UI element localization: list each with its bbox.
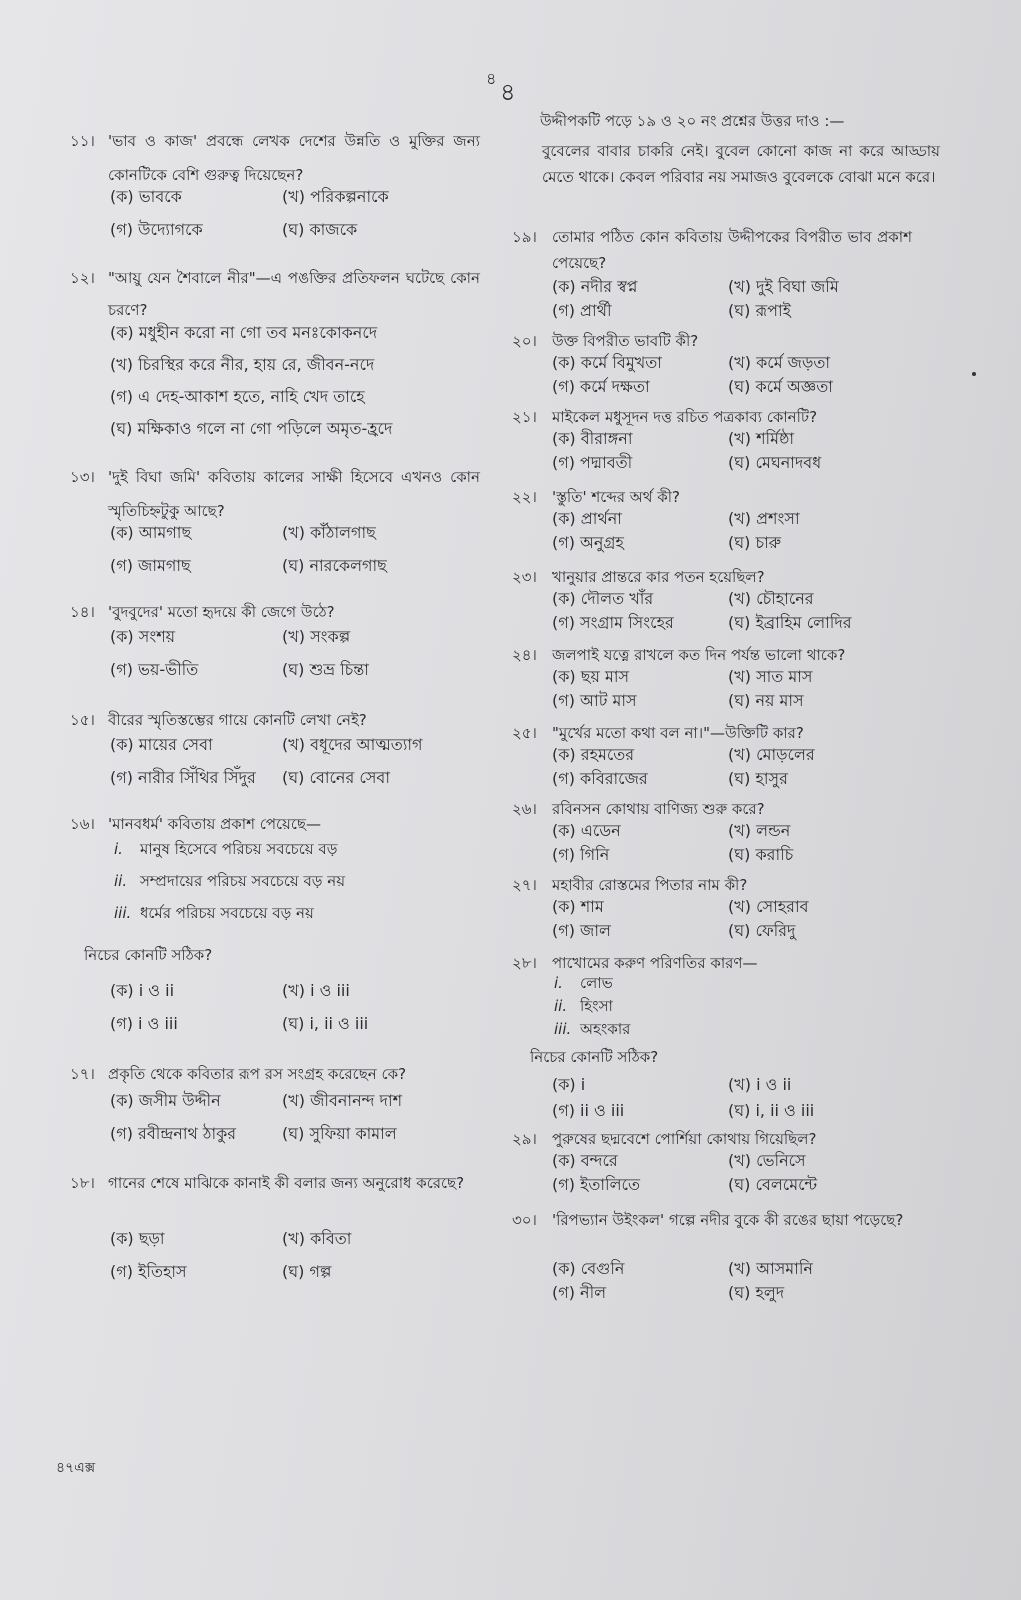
option-kha[interactable]: (খ) i ও iii <box>282 981 350 1000</box>
option-ga[interactable]: (গ) নারীর সিঁথির সিঁদুর <box>110 768 256 787</box>
option-ka[interactable]: (ক) আমগাছ <box>110 523 192 542</box>
question-15 <box>70 704 480 787</box>
option-kha[interactable]: (খ) সোহরাব <box>728 897 809 916</box>
option-kha[interactable]: (খ) জীবনানন্দ দাশ <box>282 1091 403 1110</box>
option-ka[interactable]: (ক) i <box>552 1075 586 1094</box>
question-stem <box>512 224 912 276</box>
option-ka[interactable]: (ক) রহমতের <box>552 745 635 764</box>
question-text: প্রকৃতি থেকে কবিতার রূপ রস সংগ্রহ করেছেন কে? <box>108 1065 407 1083</box>
question-stem <box>512 1206 922 1234</box>
option-gha[interactable]: (ঘ) ফেরিদু <box>728 921 796 940</box>
question-text: খানুয়ার প্রান্তরে কার পতন হয়েছিল? <box>552 568 765 586</box>
option-ga[interactable]: (গ) সংগ্রাম সিংহের <box>552 613 674 632</box>
option-ka[interactable]: (ক) দৌলত খাঁর <box>552 589 654 608</box>
option-gha[interactable]: (ঘ) করাচি <box>728 845 794 864</box>
statement-numeral: ii. <box>554 997 568 1015</box>
option-ka[interactable]: (ক) এডেন <box>552 821 621 840</box>
choice-prompt: নিচের কোনটি সঠিক? <box>84 946 213 964</box>
option-kha[interactable]: (খ) মোড়লের <box>728 745 815 764</box>
page-number-small: ৪ <box>486 69 497 88</box>
page-footer-code: ৪৭এক্স <box>56 1460 96 1476</box>
question-stem <box>70 460 480 528</box>
option-ga[interactable]: (গ) ইতিহাস <box>110 1262 187 1281</box>
option-ka[interactable]: (ক) ছড়া <box>110 1229 165 1248</box>
statement-1 <box>114 838 337 863</box>
option-ka[interactable]: (ক) প্রার্থনা <box>552 509 622 528</box>
option-ka[interactable]: (ক) বেগুনি <box>552 1259 625 1278</box>
option-kha[interactable]: (খ) কবিতা <box>282 1229 352 1248</box>
choice-prompt: নিচের কোনটি সঠিক? <box>530 1048 659 1066</box>
question-number: ২৯। <box>512 1130 537 1148</box>
question-number: ১৯। <box>512 228 537 246</box>
option-gha[interactable]: (ঘ) বোনের সেবা <box>282 768 390 787</box>
question-stem <box>70 262 480 326</box>
question-number: ২১। <box>512 408 537 426</box>
question-number: ১৬। <box>70 815 95 833</box>
option-ka[interactable]: (ক) জসীম উদ্দীন <box>110 1091 221 1110</box>
option-kha[interactable]: (খ) দুই বিঘা জমি <box>728 277 839 296</box>
statement-text: সম্প্রদায়ের পরিচয় সবচেয়ে বড় নয় <box>140 872 346 890</box>
option-kha[interactable]: (খ) শর্মিষ্ঠা <box>728 429 795 448</box>
option-ka[interactable]: (ক) মায়ের সেবা <box>110 735 213 754</box>
statement-1 <box>554 972 613 997</box>
stimulus-text: বুবেলের বাবার চাকরি নেই। বুবেল কোনো কাজ না করে আড্ডায় মেতে থাকে। কেবল পরিবার নয় সমাজও বুবেলকে বোঝা মনে করে। <box>542 142 940 186</box>
question-13 <box>70 460 480 575</box>
question-number: ১৮। <box>70 1174 95 1192</box>
option-ga[interactable]: (গ) উদ্যোগকে <box>110 220 203 239</box>
question-number: ২৫। <box>512 724 537 742</box>
option-gha[interactable]: (ঘ) i, ii ও iii <box>282 1014 369 1033</box>
option-ka[interactable]: (ক) শাম <box>552 897 604 916</box>
question-19 <box>512 224 912 320</box>
question-text: তোমার পঠিত কোন কবিতায় উদ্দীপকের বিপরীত ভাব প্রকাশ পেয়েছে? <box>552 228 912 272</box>
question-text: 'ভাব ও কাজ' প্রবন্ধে লেখক দেশের উন্নতি ও মুক্তির জন্য কোনটিকে বেশি গুরুত্ব দিয়েছেন? <box>108 132 480 184</box>
question-16 <box>70 808 480 1033</box>
question-number: ২০। <box>512 332 537 350</box>
option-ga[interactable]: (গ) অনুগ্রহ <box>552 533 624 552</box>
statement-2 <box>114 870 345 895</box>
option-ka[interactable]: (ক) কর্মে বিমুখতা <box>552 353 662 372</box>
question-26 <box>512 796 912 864</box>
question-text: রবিনসন কোথায় বাণিজ্য শুরু করে? <box>552 800 765 818</box>
option-gha[interactable]: (ঘ) বেলমেন্টে <box>728 1175 818 1194</box>
option-gha[interactable]: (ঘ) রূপাই <box>728 301 791 320</box>
question-number: ২৮। <box>512 954 537 972</box>
option-gha[interactable]: (ঘ) হলুদ <box>728 1283 785 1302</box>
statement-3 <box>554 1018 630 1043</box>
option-ka[interactable]: (ক) i ও ii <box>110 981 175 1000</box>
question-text: মাইকেল মধুসূদন দত্ত রচিত পত্রকাব্য কোনটি? <box>552 408 818 426</box>
question-number: ২২। <box>512 488 537 506</box>
question-25 <box>512 720 912 788</box>
option-kha[interactable]: (খ) আসমানি <box>728 1259 813 1278</box>
option-ga[interactable]: (গ) রবীন্দ্রনাথ ঠাকুর <box>110 1124 237 1143</box>
option-ga[interactable]: (গ) ইতালিতে <box>552 1175 640 1194</box>
option-kha[interactable]: (খ) চৌহানের <box>728 589 814 608</box>
question-text: বীরের স্মৃতিস্তম্ভের গায়ে কোনটি লেখা নেই? <box>108 711 367 729</box>
option-ka[interactable]: (ক) ভাবকে <box>110 187 182 206</box>
question-14 <box>70 596 480 679</box>
question-text: উক্ত বিপরীত ভাবটি কী? <box>552 332 699 350</box>
question-12 <box>70 262 480 438</box>
option-gha[interactable]: (ঘ) কাজকে <box>282 220 358 239</box>
option-gha[interactable]: (ঘ) কর্মে অজ্ঞতা <box>728 377 833 396</box>
option-gha[interactable]: (ঘ) চারু <box>728 533 782 552</box>
option-gha[interactable]: (ঘ) সুফিয়া কামাল <box>282 1124 397 1143</box>
option-ga[interactable]: (গ) গিনি <box>552 845 610 864</box>
statement-3 <box>114 902 314 927</box>
option-kha[interactable]: (খ) বধূদের আত্মত্যাগ <box>282 735 423 754</box>
option-ga[interactable]: (গ) কবিরাজের <box>552 769 648 788</box>
option-ka[interactable]: (ক) নদীর স্বপ্ন <box>552 277 638 296</box>
question-number: ১৪। <box>70 603 95 621</box>
statement-numeral: i. <box>114 840 123 858</box>
option-kha[interactable]: (খ) কর্মে জড়তা <box>728 353 831 372</box>
question-text: জলপাই যত্নে রাখলে কত দিন পর্যন্ত ভালো থাকে? <box>552 646 846 664</box>
statement-numeral: i. <box>554 974 563 992</box>
question-number: ২৪। <box>512 646 537 664</box>
question-number: ১৫। <box>70 711 95 729</box>
option-kha[interactable]: (খ) কাঁঠালগাছ <box>282 523 376 542</box>
question-text: 'স্তুতি' শব্দের অর্থ কী? <box>552 488 681 506</box>
statement-text: হিংসা <box>580 997 613 1015</box>
question-18 <box>70 1166 480 1281</box>
question-17 <box>70 1058 480 1143</box>
question-stem <box>70 808 480 840</box>
question-stem <box>70 124 480 192</box>
option-kha[interactable]: (খ) i ও ii <box>728 1075 792 1094</box>
question-24 <box>512 642 912 710</box>
question-number: ২৩। <box>512 568 537 586</box>
statement-numeral: iii. <box>554 1020 572 1038</box>
option-ga[interactable]: (গ) প্রার্থী <box>552 301 612 320</box>
question-20 <box>512 328 912 396</box>
statement-text: লোভ <box>580 974 613 992</box>
question-text: 'রিপভ্যান উইংকল' গল্পে নদীর বুকে কী রঙের ছায়া পড়েছে? <box>552 1211 904 1229</box>
question-number: ১৩। <box>70 468 95 486</box>
statement-text: ধর্মের পরিচয় সবচেয়ে বড় নয় <box>140 904 314 922</box>
question-23 <box>512 564 912 632</box>
option-gha[interactable]: (ঘ) শুভ্র চিন্তা <box>282 660 369 679</box>
option-kha[interactable]: (খ) প্রশংসা <box>728 509 800 528</box>
question-text: 'মানবধর্ম' কবিতায় প্রকাশ পেয়েছে— <box>108 815 322 833</box>
option-kha[interactable]: (খ) পরিকল্পনাকে <box>282 187 389 206</box>
statement-text: মানুষ হিসেবে পরিচয় সবচেয়ে বড় <box>140 840 338 858</box>
option-gha[interactable]: (ঘ) মক্ষিকাও গলে না গো পড়িলে অমৃত-হ্রদে <box>110 419 393 438</box>
option-ga[interactable]: (গ) আট মাস <box>552 691 637 710</box>
option-kha[interactable]: (খ) চিরস্থির করে নীর, হায় রে, জীবন-নদে <box>110 355 375 374</box>
statement-2 <box>554 995 613 1020</box>
question-stem <box>70 1058 480 1090</box>
option-ga[interactable]: (গ) i ও iii <box>110 1014 178 1033</box>
speck <box>972 372 976 376</box>
option-gha[interactable]: (ঘ) হাসুর <box>728 769 788 788</box>
question-text: "মুর্খের মতো কথা বল না।"—উক্তিটি কার? <box>552 724 804 742</box>
option-gha[interactable]: (ঘ) নয় মাস <box>728 691 804 710</box>
question-text: গানের শেষে মাঝিকে কানাই কী বলার জন্য অনুরোধ করেছে? <box>108 1174 465 1192</box>
statement-text: অহংকার <box>580 1020 631 1038</box>
question-11 <box>70 124 480 239</box>
question-30 <box>512 1206 922 1302</box>
question-29 <box>512 1126 912 1194</box>
question-text: 'দুই বিঘা জমি' কবিতায় কালের সাক্ষী হিসেবে এখনও কোন স্মৃতিচিহ্নটুকু আছে? <box>108 468 480 520</box>
option-ka[interactable]: (ক) ছয় মাস <box>552 667 630 686</box>
option-ga[interactable]: (গ) কর্মে দক্ষতা <box>552 377 650 396</box>
option-ka[interactable]: (ক) বন্দরে <box>552 1151 618 1170</box>
option-gha[interactable]: (ঘ) নারকেলগাছ <box>282 556 387 575</box>
question-22 <box>512 484 912 552</box>
option-kha[interactable]: (খ) লন্ডন <box>728 821 791 840</box>
question-number: ২৬। <box>512 800 537 818</box>
statement-numeral: ii. <box>114 872 128 890</box>
question-number: ২৭। <box>512 876 537 894</box>
option-ga[interactable]: (গ) পদ্মাবতী <box>552 453 633 472</box>
question-21 <box>512 404 912 472</box>
question-text: পুরুষের ছদ্মবেশে পোর্শিয়া কোথায় গিয়েছিল? <box>552 1130 817 1148</box>
option-ga[interactable]: (গ) জামগাছ <box>110 556 191 575</box>
question-number: ৩০। <box>512 1211 537 1229</box>
option-gha[interactable]: (ঘ) মেঘনাদবধ <box>728 453 822 472</box>
question-number: ১২। <box>70 269 95 287</box>
option-ga[interactable]: (গ) জাল <box>552 921 611 940</box>
option-ga[interactable]: (গ) ii ও iii <box>552 1101 625 1120</box>
option-kha[interactable]: (খ) সংকল্প <box>282 627 351 646</box>
option-ga[interactable]: (গ) ভয়-ভীতি <box>110 660 199 679</box>
question-text: মহাবীর রোস্তমের পিতার নাম কী? <box>552 876 748 894</box>
option-ka[interactable]: (ক) বীরাঙ্গনা <box>552 429 633 448</box>
page-number-handwritten: ৪ <box>500 78 516 106</box>
option-ka[interactable]: (ক) সংশয় <box>110 627 176 646</box>
option-kha[interactable]: (খ) সাত মাস <box>728 667 813 686</box>
option-ga[interactable]: (গ) নীল <box>552 1283 607 1302</box>
option-gha[interactable]: (ঘ) i, ii ও iii <box>728 1101 815 1120</box>
option-kha[interactable]: (খ) ভেনিসে <box>728 1151 806 1170</box>
question-number: ১৭। <box>70 1065 95 1083</box>
question-number: ১১। <box>70 132 95 150</box>
question-text: 'বুদবুদের' মতো হৃদয়ে কী জেগে উঠে? <box>108 603 335 621</box>
option-ka[interactable]: (ক) মধুহীন করো না গো তব মনঃকোকনদে <box>110 323 378 342</box>
question-stem <box>70 1166 480 1200</box>
question-text: "আয়ু যেন শৈবালে নীর"—এ পঙক্তির প্রতিফলন ঘটেছে কোন চরণে? <box>108 269 480 319</box>
option-gha[interactable]: (ঘ) ইব্রাহিম লোদির <box>728 613 852 632</box>
question-27 <box>512 872 912 940</box>
question-text: পাখোমের করুণ পরিণতির কারণ— <box>552 954 758 972</box>
option-gha[interactable]: (ঘ) গল্প <box>282 1262 332 1281</box>
question-28 <box>512 950 912 1120</box>
stimulus-heading: উদ্দীপকটি পড়ে ১৯ ও ২০ নং প্রশ্নের উত্তর দাও :— <box>540 112 845 130</box>
option-ga[interactable]: (গ) এ দেহ-আকাশ হতে, নাহি খেদ তাহে <box>110 387 365 406</box>
statement-numeral: iii. <box>114 904 132 922</box>
